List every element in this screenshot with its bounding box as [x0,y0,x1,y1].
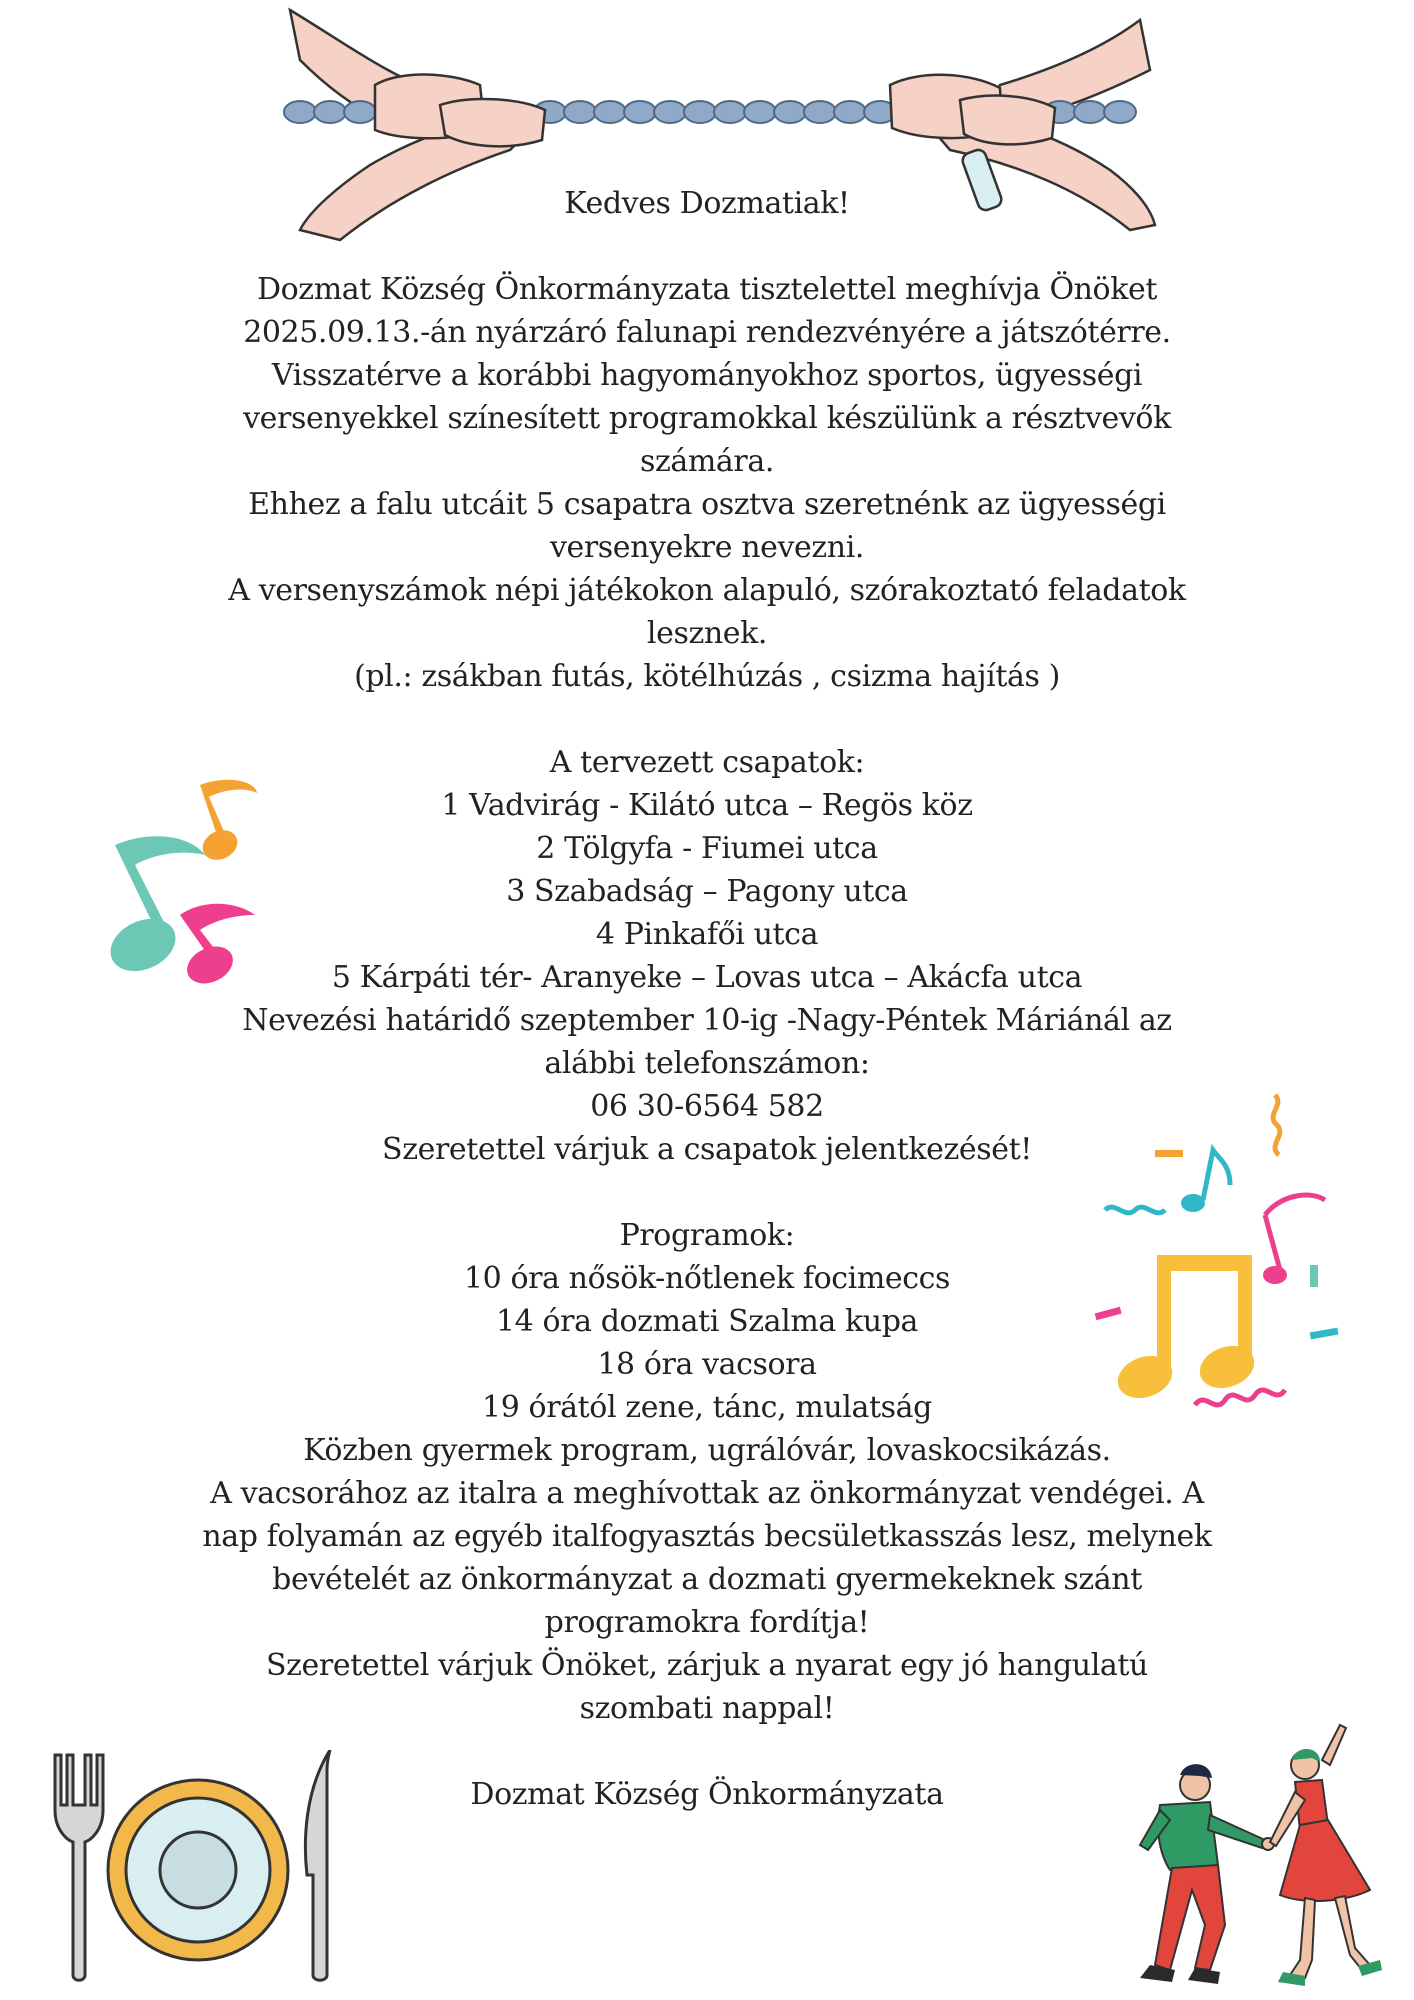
greeting: Kedves Dozmatiak! [564,186,850,221]
team-item: 2 Tölgyfa - Fiumei utca [536,831,878,866]
intro-line: lesznek. [646,616,768,651]
registration-line: Nevezési határidő szeptember 10-ig -Nagy-Péntek Máriánál az [242,1003,1172,1038]
closing-line: szombati nappal! [579,1691,835,1726]
signature: Dozmat Község Önkormányzata [470,1777,944,1812]
phone-number: 06 30-6564 582 [590,1089,824,1124]
closing-line: bevételét az önkormányzat a dozmati gyermekeknek szánt [272,1562,1142,1597]
intro-line: A versenyszámok népi játékokon alapuló, szórakoztató feladatok [228,573,1186,608]
spacer [200,1730,1214,1773]
spacer [200,225,1214,268]
teams-heading: A tervezett csapatok: [549,745,865,780]
programs-heading: Programok: [619,1218,795,1253]
team-item: 5 Kárpáti tér- Aranyeke – Lovas utca – Akácfa utca [331,960,1083,995]
intro-line: 2025.09.13.-án nyárzáró falunapi rendezvényére a játszótérre. [243,315,1171,350]
program-item: 14 óra dozmati Szalma kupa [495,1304,919,1339]
spacer [200,1171,1214,1214]
spacer [200,698,1214,741]
registration-line: alábbi telefonszámon: [544,1046,870,1081]
intro-line: Ehhez a falu utcáit 5 csapatra osztva szeretnénk az ügyességi [248,487,1166,522]
closing-line: programokra fordítja! [544,1605,870,1640]
intro-line: Visszatérve a korábbi hagyományokhoz sportos, ügyességi [271,358,1143,393]
invitation-letter [200,182,1214,1816]
closing-line: Közben gyermek program, ugrálóvár, lovaskocsikázás. [303,1433,1111,1468]
intro-line: (pl.: zsákban futás, kötélhúzás , csizma hajítás ) [354,659,1060,694]
closing-line: Szeretettel várjuk Önöket, zárjuk a nyarat egy jó hangulatú [266,1648,1148,1683]
program-item: 18 óra vacsora [597,1347,817,1382]
program-item: 19 órától zene, tánc, mulatság [482,1390,932,1425]
intro-line: versenyekre nevezni. [549,530,865,565]
team-item: 1 Vadvirág - Kilátó utca – Regös köz [441,788,973,823]
registration-line: Szeretettel várjuk a csapatok jelentkezését! [382,1132,1032,1167]
closing-line: nap folyamán az egyéb italfogyasztás becsületkasszás lesz, melynek [202,1519,1212,1554]
intro-line: számára. [640,444,774,479]
team-item: 3 Szabadság – Pagony utca [506,874,908,909]
team-item: 4 Pinkafői utca [595,917,819,952]
program-item: 10 óra nősök-nőtlenek focimeccs [463,1261,951,1296]
intro-line: Dozmat Község Önkormányzata tisztelettel meghívja Önöket [256,272,1158,307]
intro-line: versenyekkel színesített programokkal készülünk a résztvevők [243,401,1171,436]
closing-line: A vacsorához az italra a meghívottak az önkormányzat vendégei. A [210,1476,1204,1511]
